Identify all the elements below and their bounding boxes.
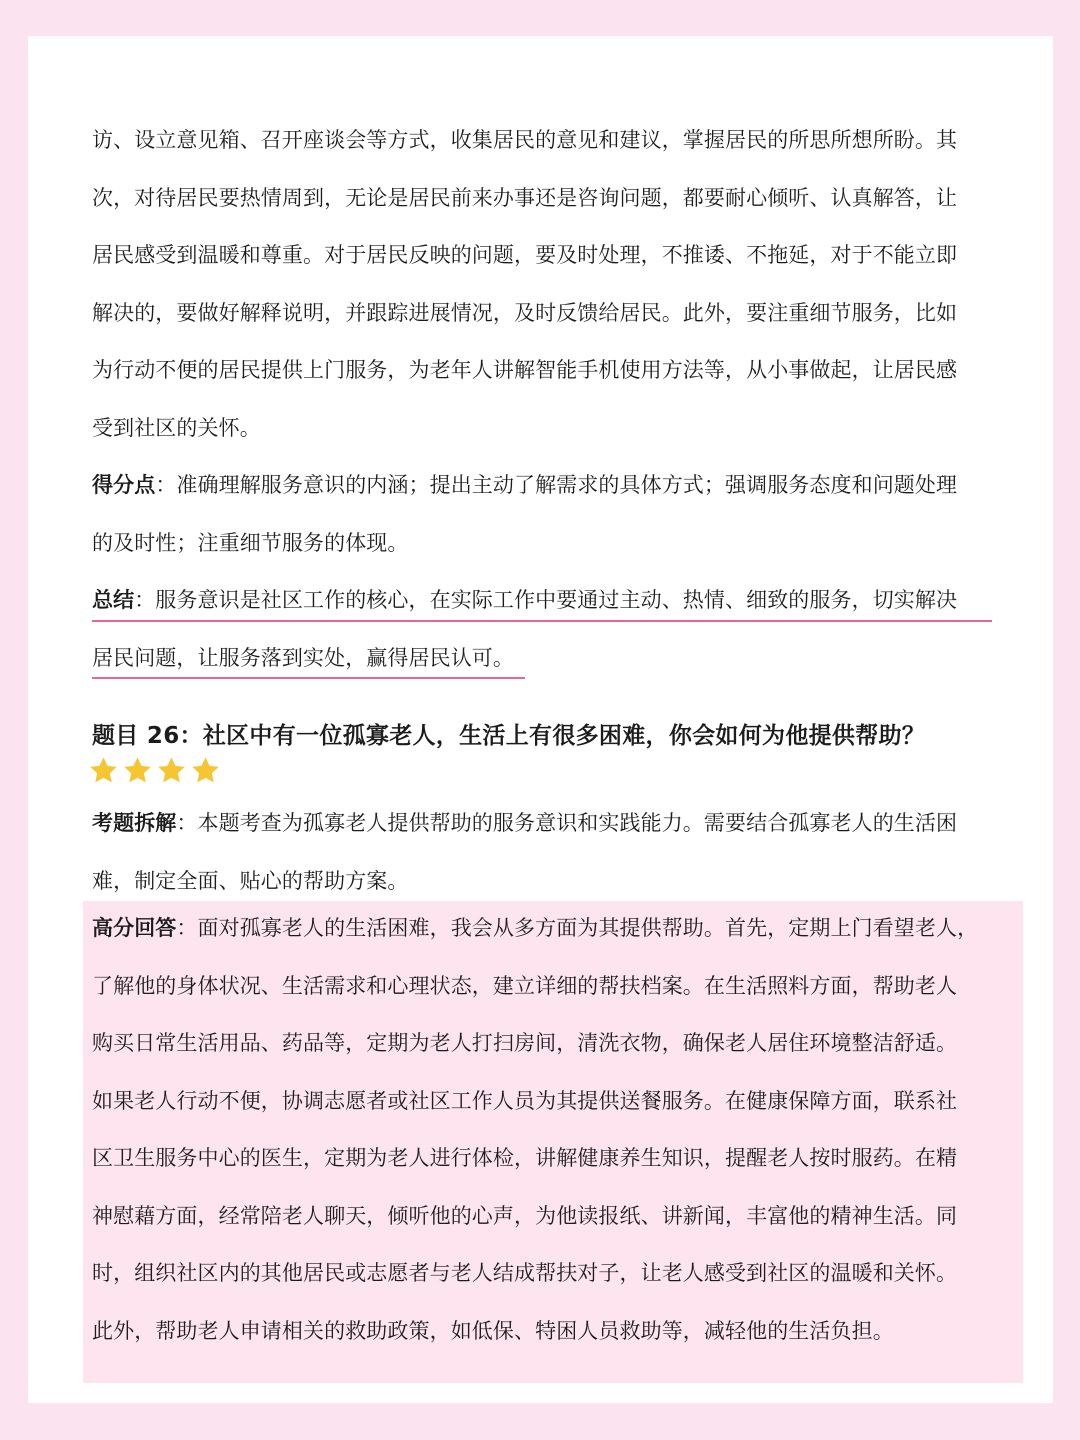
answer-line: 如果老人行动不便，协调志愿者或社区工作人员为其提供送餐服务。在健康保障方面，联系社 (92, 1088, 958, 1113)
question-analysis: 考题拆解：本题考查为孤寡老人提供帮助的服务意识和实践能力。需要结合孤寡老人的生活困 (92, 811, 958, 835)
star-icon (88, 755, 119, 786)
summary-line: 居民问题，让服务落到实处，赢得居民认可。 (92, 645, 514, 670)
answer-line: 神慰藉方面，经常陪老人聊天，倾听他的心声，为他读报纸、讲新闻，丰富他的精神生活。同 (92, 1203, 958, 1228)
intro-line: 受到社区的关怀。 (92, 415, 261, 440)
answer-label: 高分回答 (92, 916, 177, 940)
summary-underline (92, 620, 992, 622)
intro-line: 解决的，要做好解释说明，并跟踪进展情况，及时反馈给居民。此外，要注重细节服务，比如 (92, 300, 958, 325)
answer-line: 此外，帮助老人申请相关的救助政策，如低保、特困人员救助等，减轻他的生活负担。 (92, 1318, 894, 1343)
high-score-answer (92, 900, 992, 1360)
star-icon (190, 755, 221, 786)
question-analysis-cont: 难，制定全面、贴心的帮助方案。 (92, 868, 409, 893)
summary-underline (92, 677, 525, 679)
scoring-label: 得分点 (92, 473, 156, 497)
answer-line: 高分回答：面对孤寡老人的生活困难，我会从多方面为其提供帮助。首先，定期上门看望老人， (92, 916, 979, 940)
summary-block (92, 572, 992, 687)
scoring-points-cont: 的及时性；注重细节服务的体现。 (92, 530, 409, 555)
answer-line: 区卫生服务中心的医生，定期为老人进行体检，讲解健康养生知识，提醒老人按时服药。在精 (92, 1146, 958, 1170)
answer-line: 了解他的身体状况、生活需求和心理状态，建立详细的帮扶档案。在生活照料方面，帮助老人 (92, 973, 958, 998)
intro-line: 居民感受到温暖和尊重。对于居民反映的问题，要及时处理，不推诿、不拖延，对于不能立即 (92, 243, 958, 267)
answer-line: 时，组织社区内的其他居民或志愿者与老人结成帮扶对子，让老人感受到社区的温暖和关怀。 (92, 1261, 958, 1285)
article-content (92, 112, 992, 910)
intro-line: 访、设立意见箱、召开座谈会等方式，收集居民的意见和建议，掌握居民的所思所想所盼。其 (92, 128, 958, 152)
summary-line: 总结：服务意识是社区工作的核心，在实际工作中要通过主动、热情、细致的服务，切实解决 (92, 588, 958, 612)
intro-line: 为行动不便的居民提供上门服务，为老年人讲解智能手机使用方法等，从小事做起，让居民感 (92, 358, 958, 382)
scoring-points: 得分点：准确理解服务意识的内涵；提出主动了解需求的具体方式；强调服务态度和问题处理 (92, 473, 958, 497)
summary-label: 总结 (92, 588, 135, 612)
intro-line: 次，对待居民要热情周到，无论是居民前来办事还是咨询问题，都要耐心倾听、认真解答，让 (92, 185, 958, 210)
question-title: 题目 26：社区中有一位孤寡老人，生活上有很多困难，你会如何为他提供帮助？ (92, 723, 926, 749)
star-icon (122, 755, 153, 786)
star-icon (156, 755, 187, 786)
analysis-label: 考题拆解 (92, 811, 177, 835)
difficulty-stars (88, 755, 992, 789)
answer-highlight-box (83, 901, 1023, 1383)
answer-line: 购买日常生活用品、药品等，定期为老人打扫房间，清洗衣物，确保老人居住环境整洁舒适。 (92, 1031, 958, 1055)
article-card (28, 36, 1053, 1403)
